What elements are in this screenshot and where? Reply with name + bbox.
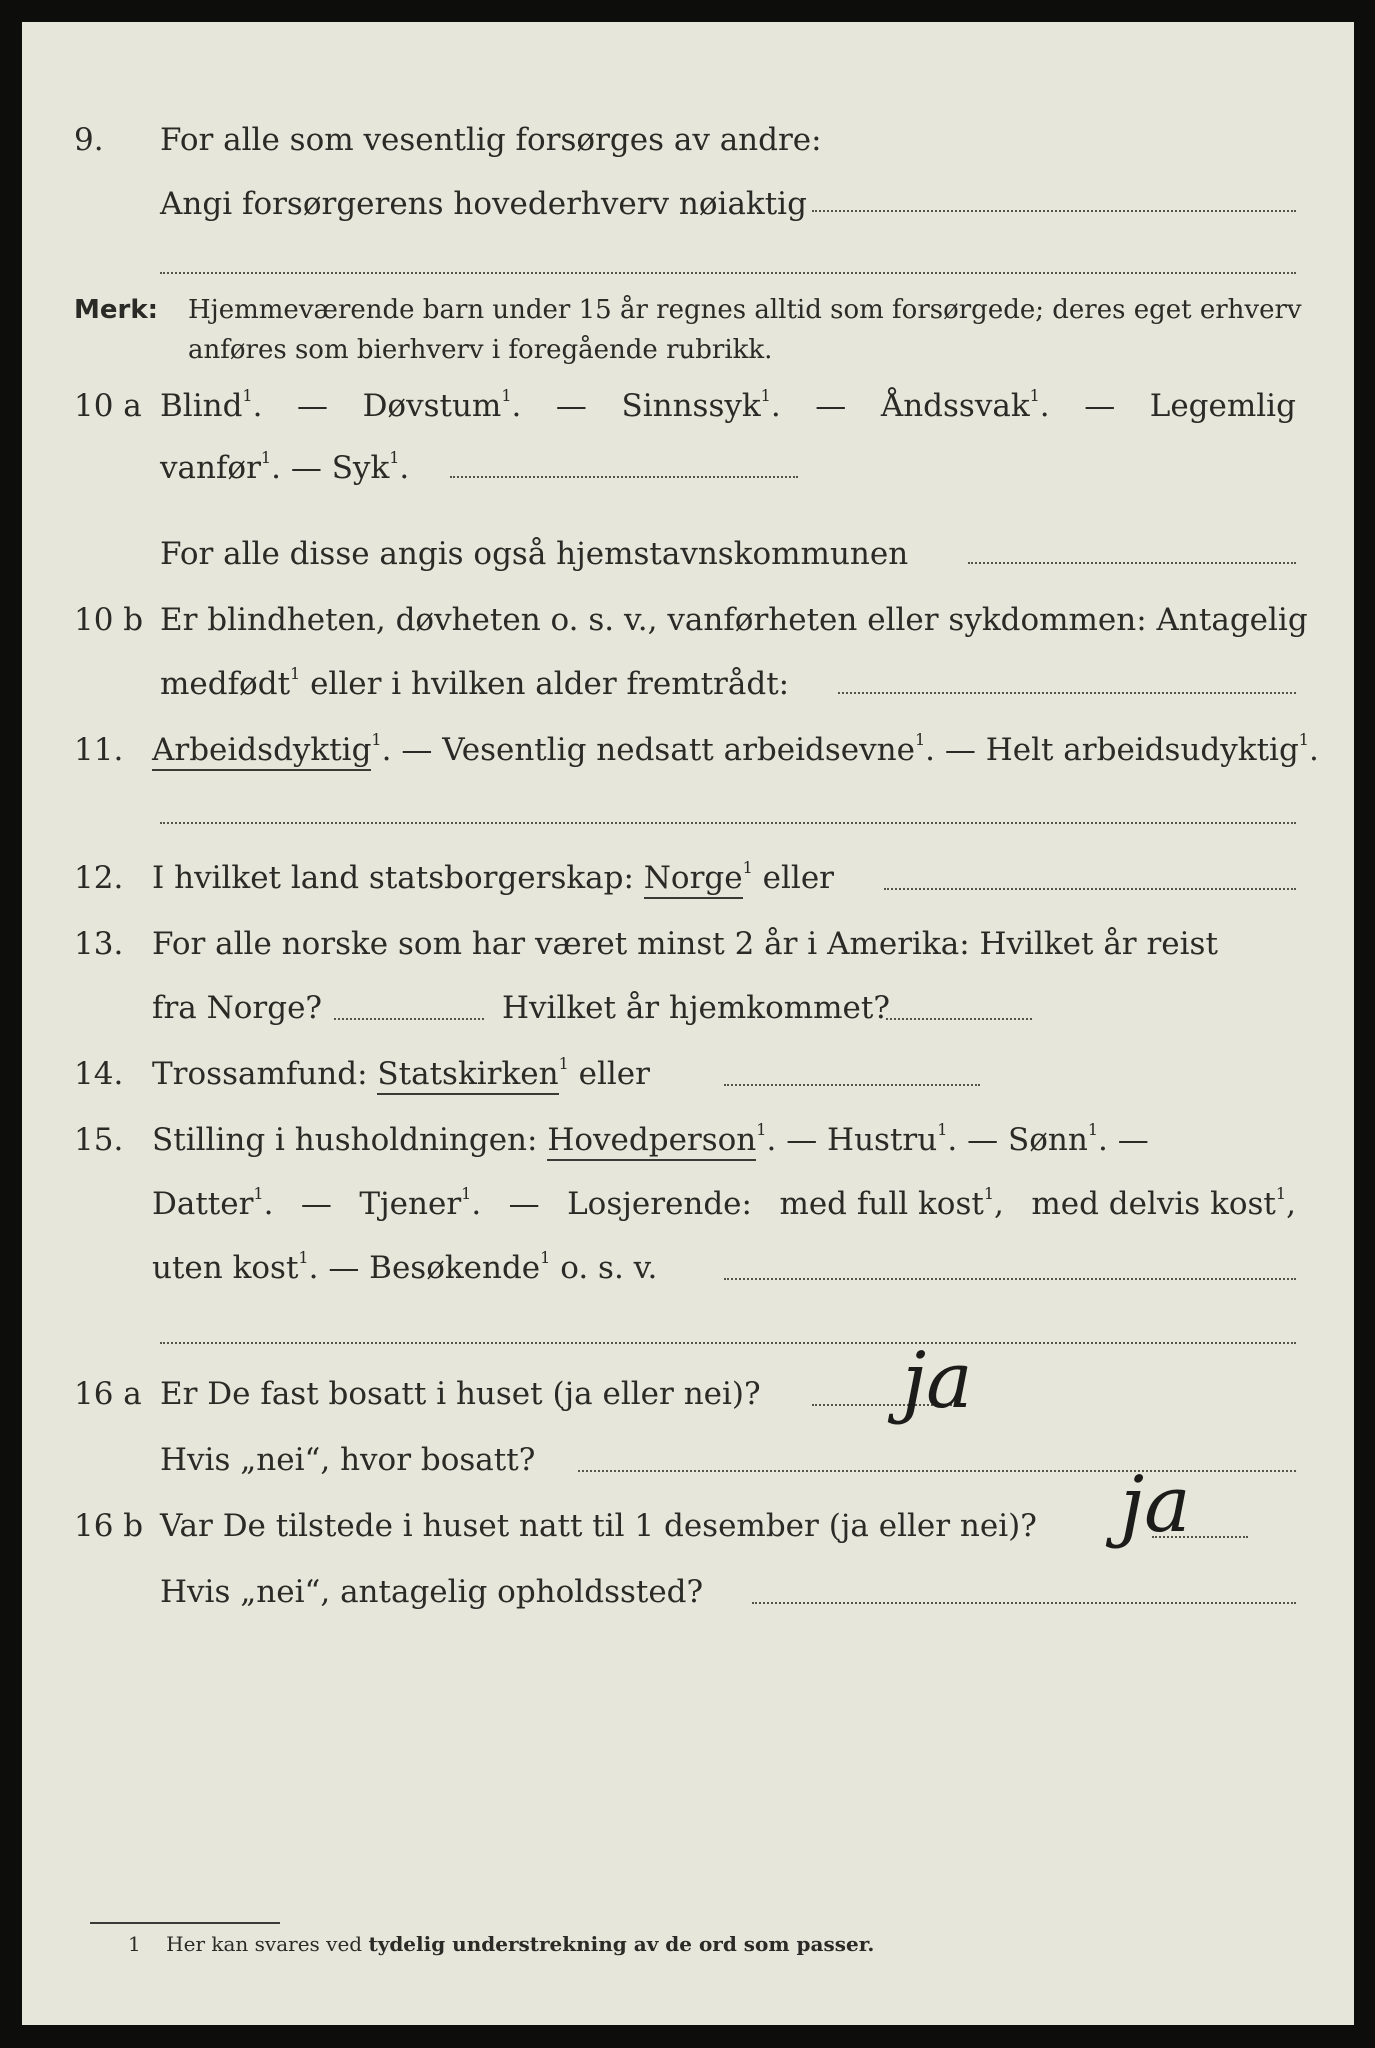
q9-line2 [22,184,1354,224]
q13-text: For alle norske som har været minst 2 år i Amerika: Hvilket år reist [152,926,1218,962]
q11-number: 11. [74,732,124,768]
q9-number: 9. [74,122,104,158]
option-uten-kost[interactable]: uten kost$^1$. [152,1248,319,1286]
option-arbeidsdyktig[interactable]: Arbeidsdyktig [152,732,371,771]
option-statskirken[interactable]: Statskirken [377,1056,558,1095]
option-medfodt[interactable]: medfødt$^1$ [160,664,301,702]
option-andssvak[interactable]: Åndssvak$^1$. [880,386,1050,424]
option-nedsatt[interactable]: Vesentlig nedsatt arbeidsevne$^1$. [442,730,935,768]
q10b-line2: medfødt$^1$ eller i hvilken alder fremtrådt: [160,664,790,702]
q9-line1 [22,120,1354,160]
q16b-handwritten-answer[interactable]: ja [1120,1460,1191,1550]
q16b-line2 [22,1572,1354,1612]
q12-line: 12. I hvilket land statsborgerskap: Norge$^1$ eller [22,858,1354,898]
q12-answer-field[interactable] [884,888,1296,890]
q9-answer-field[interactable] [812,210,1296,212]
q15-line2: Datter$^1$. — Tjener$^1$. — Losjerende: med full kost$^1$, med delvis kost$^1$, [152,1184,1296,1222]
q10b-text: Er blindheten, døvheten o. s. v., vanførheten eller sykdommen: Antagelig [160,602,1308,638]
q16b-text: Var De tilstede i huset natt til 1 desember (ja eller nei)? [160,1508,1037,1544]
option-dovstum[interactable]: Døvstum$^1$. [362,386,522,424]
option-vanfor[interactable]: vanfør$^1$. [160,448,281,486]
q16b-answer-field[interactable] [1152,1536,1248,1538]
q14-answer-field[interactable] [724,1084,980,1086]
q15-line3: uten kost$^1$. — Besøkende$^1$ o. s. v. [152,1248,658,1286]
q15-answer-field[interactable] [724,1278,1296,1280]
option-arbeidsudyktig[interactable]: Helt arbeidsudyktig$^1$. [985,730,1319,768]
q10a-line1 [22,386,1354,426]
q10a-number: 10 a [74,388,142,424]
q13-number: 13. [74,926,124,962]
q16b-number: 16 b [74,1508,144,1544]
q16a-handwritten-answer[interactable]: ja [902,1336,973,1426]
q13-reist-field[interactable] [334,1018,484,1020]
option-delvis-kost[interactable]: med delvis kost$^1$, [1031,1184,1296,1222]
q9-text: For alle som vesentlig forsørges av andre: [160,122,822,158]
q16a-line1 [22,1374,1354,1414]
footnote-marker: 1 [128,1932,141,1956]
merk-label: Merk: [74,295,159,325]
option-syk[interactable]: Syk$^1$. [331,448,410,486]
q13-line1 [22,924,1354,964]
option-hustru[interactable]: Hustru$^1$. [827,1120,958,1158]
q14-number: 14. [74,1056,124,1092]
q10a-line3 [22,534,1354,574]
option-datter[interactable]: Datter$^1$. [152,1184,274,1222]
q16b-text-line2: Hvis „nei“, antagelig opholdssted? [160,1574,704,1610]
option-besokende[interactable]: Besøkende$^1$ [369,1248,551,1286]
option-blind[interactable]: Blind$^1$. [160,386,263,424]
option-tjener[interactable]: Tjener$^1$. [359,1184,482,1222]
q16a-text: Er De fast bosatt i huset (ja eller nei)? [160,1376,761,1412]
option-legemlig[interactable]: Legemlig [1149,388,1296,424]
q16b-opholdssted-field[interactable] [752,1602,1296,1604]
footnote-rule [90,1922,280,1924]
q13-reist: fra Norge? [152,990,323,1026]
option-sonn[interactable]: Sønn$^1$. [1007,1120,1108,1158]
merk-text: Hjemmeværende barn under 15 år regnes alltid som forsørgede; deres eget erhverv [188,295,1302,325]
form-page [22,22,1354,2025]
q13-hjemkommet-field[interactable] [886,1018,1032,1020]
q10b-answer-field[interactable] [838,692,1296,694]
merk-line1 [22,292,1354,328]
q10a-text-line3: For alle disse angis også hjemstavnskommunen [160,536,909,572]
q16a-number: 16 a [74,1376,142,1412]
q13-hjemkommet: Hvilket år hjemkommet? [502,990,890,1026]
q9-text-line2: Angi forsørgerens hovederhverv nøiaktig [160,186,807,222]
q15-number: 15. [74,1122,124,1158]
q15-line1: 15. Stilling i husholdningen: Hovedperson$^1$. — Hustru$^1$. — Sønn$^1$. — [22,1120,1354,1160]
merk-line2 [22,332,1354,368]
merk-text-line2: anføres som bierhverv i foregående rubrikk. [188,335,773,365]
q12-number: 12. [74,860,124,896]
q10b-line1 [22,600,1354,640]
footnote: 1 Her kan svares ved tydelig understrekning av de ord som passer. [128,1932,875,1956]
option-full-kost[interactable]: med full kost$^1$, [779,1184,1004,1222]
q13-line2 [22,988,1354,1028]
q15-answer-field-2[interactable] [160,1342,1296,1344]
q11-answer-field[interactable] [160,822,1296,824]
q10a-answer-field[interactable] [450,476,798,478]
q10a-hjemstavn-field[interactable] [968,562,1296,564]
q14-line: 14. Trossamfund: Statskirken$^1$ eller [22,1054,1354,1094]
q11-line1: 11. Arbeidsdyktig$^1$. — Vesentlig nedsatt arbeidsevne$^1$. — Helt arbeidsudyktig$^1$. [22,730,1354,770]
option-norge[interactable]: Norge [644,860,743,899]
q16a-text-line2: Hvis „nei“, hvor bosatt? [160,1442,536,1478]
q9-answer-field-2[interactable] [160,272,1296,274]
q10a-options: Blind$^1$. — Døvstum$^1$. — Sinnssyk$^1$. — Åndssvak$^1$. — Legemlig [160,386,1296,424]
q10b-number: 10 b [74,602,144,638]
q10a-line2: vanfør$^1$. — Syk$^1$. [160,448,410,486]
option-sinnssyk[interactable]: Sinnssyk$^1$. [621,386,781,424]
option-hovedperson[interactable]: Hovedperson [547,1122,756,1161]
